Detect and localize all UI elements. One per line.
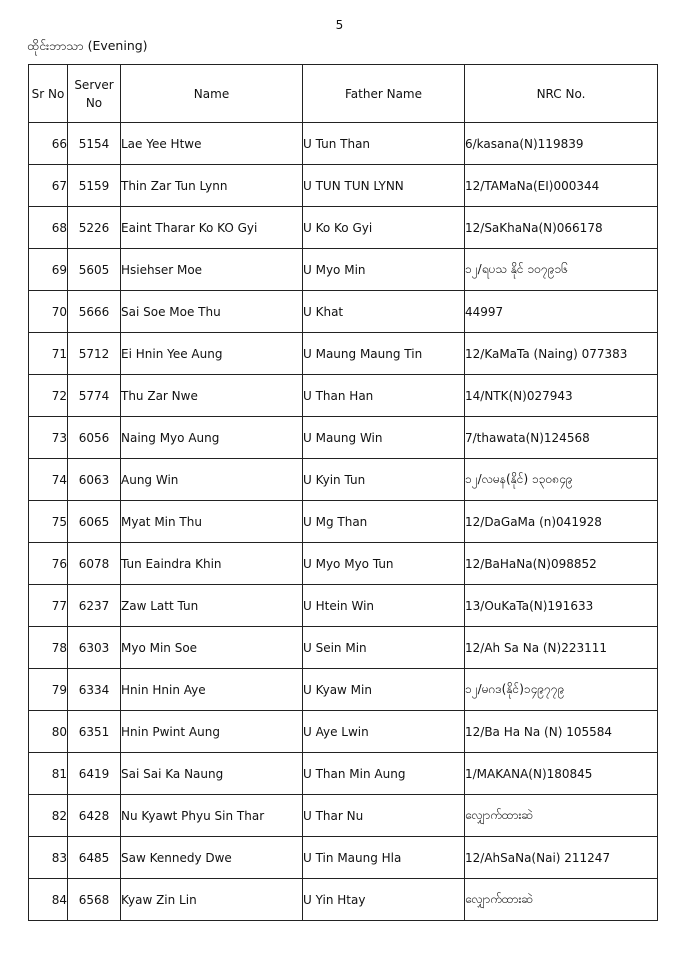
cell-father-name: U Than Han: [303, 375, 465, 417]
table-row: [29, 585, 658, 627]
table-row: [29, 417, 658, 459]
cell-server-no: 5605: [68, 249, 121, 291]
cell-nrc-no: ၁၂/မဂဒ(နိုင်)၁၄၉၇၇၉: [465, 669, 658, 711]
cell-nrc-no: 14/NTK(N)027943: [465, 375, 658, 417]
table-header: [29, 65, 658, 123]
table-row: [29, 459, 658, 501]
cell-nrc-no: 44997: [465, 291, 658, 333]
cell-nrc-no: 12/TAMaNa(EI)000344: [465, 165, 658, 207]
header-row: [29, 65, 658, 123]
cell-father-name: U Myo Min: [303, 249, 465, 291]
header-name: Name: [121, 65, 303, 123]
cell-father-name: U Ko Ko Gyi: [303, 207, 465, 249]
cell-nrc-no: 12/BaHaNa(N)098852: [465, 543, 658, 585]
cell-sr-no: 66: [29, 123, 68, 165]
table-row: [29, 207, 658, 249]
cell-nrc-no: 12/SaKhaNa(N)066178: [465, 207, 658, 249]
cell-server-no: 5154: [68, 123, 121, 165]
cell-sr-no: 80: [29, 711, 68, 753]
cell-father-name: U Sein Min: [303, 627, 465, 669]
cell-server-no: 6485: [68, 837, 121, 879]
cell-server-no: 6078: [68, 543, 121, 585]
cell-nrc-no: 6/kasana(N)119839: [465, 123, 658, 165]
cell-name: Naing Myo Aung: [121, 417, 303, 459]
cell-father-name: U Yin Htay: [303, 879, 465, 921]
cell-father-name: U Kyin Tun: [303, 459, 465, 501]
cell-father-name: U Myo Myo Tun: [303, 543, 465, 585]
section-title: ထိုင်းဘာသာ (Evening): [27, 38, 148, 53]
cell-name: Aung Win: [121, 459, 303, 501]
cell-server-no: 6351: [68, 711, 121, 753]
table-row: [29, 627, 658, 669]
cell-name: Myo Min Soe: [121, 627, 303, 669]
cell-server-no: 6303: [68, 627, 121, 669]
cell-name: Zaw Latt Tun: [121, 585, 303, 627]
cell-sr-no: 84: [29, 879, 68, 921]
cell-nrc-no: 12/Ah Sa Na (N)223111: [465, 627, 658, 669]
cell-server-no: 6568: [68, 879, 121, 921]
cell-nrc-no: 12/KaMaTa (Naing) 077383: [465, 333, 658, 375]
cell-father-name: U Thar Nu: [303, 795, 465, 837]
cell-sr-no: 77: [29, 585, 68, 627]
cell-server-no: 6428: [68, 795, 121, 837]
table-row: [29, 753, 658, 795]
cell-father-name: U Than Min Aung: [303, 753, 465, 795]
page-number: 5: [335, 18, 344, 32]
cell-father-name: U TUN TUN LYNN: [303, 165, 465, 207]
header-nrc-no: NRC No.: [465, 65, 658, 123]
table-row: [29, 291, 658, 333]
cell-server-no: 5712: [68, 333, 121, 375]
cell-nrc-no: ၁၂/ရပသ နိုင် ၁၀၇၉၁၆: [465, 249, 658, 291]
header-server-no-line2: No: [85, 95, 103, 110]
cell-sr-no: 76: [29, 543, 68, 585]
cell-sr-no: 75: [29, 501, 68, 543]
cell-name: Sai Sai Ka Naung: [121, 753, 303, 795]
table-row: [29, 879, 658, 921]
header-server-no: [68, 65, 121, 123]
table-row: [29, 795, 658, 837]
cell-sr-no: 69: [29, 249, 68, 291]
cell-sr-no: 70: [29, 291, 68, 333]
cell-sr-no: 78: [29, 627, 68, 669]
cell-nrc-no: 12/AhSaNa(Nai) 211247: [465, 837, 658, 879]
cell-nrc-no: 13/OuKaTa(N)191633: [465, 585, 658, 627]
cell-nrc-no: 7/thawata(N)124568: [465, 417, 658, 459]
cell-name: Nu Kyawt Phyu Sin Thar: [121, 795, 303, 837]
cell-nrc-no: 1/MAKANA(N)180845: [465, 753, 658, 795]
cell-sr-no: 79: [29, 669, 68, 711]
cell-server-no: 6063: [68, 459, 121, 501]
cell-nrc-no: ၁၂/လမန(နိုင်) ၁၃၀၈၄၉: [465, 459, 658, 501]
cell-nrc-no: 12/Ba Ha Na (N) 105584: [465, 711, 658, 753]
cell-server-no: 5159: [68, 165, 121, 207]
cell-server-no: 6419: [68, 753, 121, 795]
cell-nrc-no: လျှောက်ထားဆဲ: [465, 879, 658, 921]
table-row: [29, 249, 658, 291]
cell-name: Hnin Pwint Aung: [121, 711, 303, 753]
cell-server-no: 6065: [68, 501, 121, 543]
table-row: [29, 711, 658, 753]
cell-father-name: U Kyaw Min: [303, 669, 465, 711]
cell-father-name: U Mg Than: [303, 501, 465, 543]
cell-name: Sai Soe Moe Thu: [121, 291, 303, 333]
table-row: [29, 837, 658, 879]
header-father-name: Father Name: [303, 65, 465, 123]
cell-father-name: U Aye Lwin: [303, 711, 465, 753]
cell-server-no: 6056: [68, 417, 121, 459]
cell-server-no: 5226: [68, 207, 121, 249]
cell-father-name: U Maung Win: [303, 417, 465, 459]
table-row: [29, 501, 658, 543]
cell-name: Tun Eaindra Khin: [121, 543, 303, 585]
table-row: [29, 333, 658, 375]
cell-sr-no: 72: [29, 375, 68, 417]
cell-sr-no: 83: [29, 837, 68, 879]
cell-sr-no: 81: [29, 753, 68, 795]
cell-name: Myat Min Thu: [121, 501, 303, 543]
cell-server-no: 5774: [68, 375, 121, 417]
table-row: [29, 669, 658, 711]
table-row: [29, 165, 658, 207]
table-row: [29, 543, 658, 585]
cell-sr-no: 71: [29, 333, 68, 375]
cell-father-name: U Khat: [303, 291, 465, 333]
cell-name: Hsiehser Moe: [121, 249, 303, 291]
cell-father-name: U Tin Maung Hla: [303, 837, 465, 879]
cell-name: Hnin Hnin Aye: [121, 669, 303, 711]
cell-server-no: 5666: [68, 291, 121, 333]
table-row: [29, 375, 658, 417]
cell-server-no: 6237: [68, 585, 121, 627]
cell-name: Saw Kennedy Dwe: [121, 837, 303, 879]
cell-nrc-no: 12/DaGaMa (n)041928: [465, 501, 658, 543]
cell-name: Ei Hnin Yee Aung: [121, 333, 303, 375]
cell-sr-no: 73: [29, 417, 68, 459]
cell-name: Lae Yee Htwe: [121, 123, 303, 165]
cell-father-name: U Maung Maung Tin: [303, 333, 465, 375]
cell-sr-no: 82: [29, 795, 68, 837]
cell-father-name: U Htein Win: [303, 585, 465, 627]
table-row: [29, 123, 658, 165]
cell-sr-no: 68: [29, 207, 68, 249]
cell-father-name: U Tun Than: [303, 123, 465, 165]
cell-name: Eaint Tharar Ko KO Gyi: [121, 207, 303, 249]
cell-nrc-no: လျှောက်ထားဆဲ: [465, 795, 658, 837]
cell-name: Thin Zar Tun Lynn: [121, 165, 303, 207]
header-server-no-line1: Server: [74, 77, 114, 92]
cell-server-no: 6334: [68, 669, 121, 711]
table-body: [29, 123, 658, 921]
cell-sr-no: 74: [29, 459, 68, 501]
student-roster-table: [28, 64, 658, 921]
cell-name: Thu Zar Nwe: [121, 375, 303, 417]
cell-sr-no: 67: [29, 165, 68, 207]
cell-name: Kyaw Zin Lin: [121, 879, 303, 921]
header-sr-no: Sr No: [29, 65, 68, 123]
